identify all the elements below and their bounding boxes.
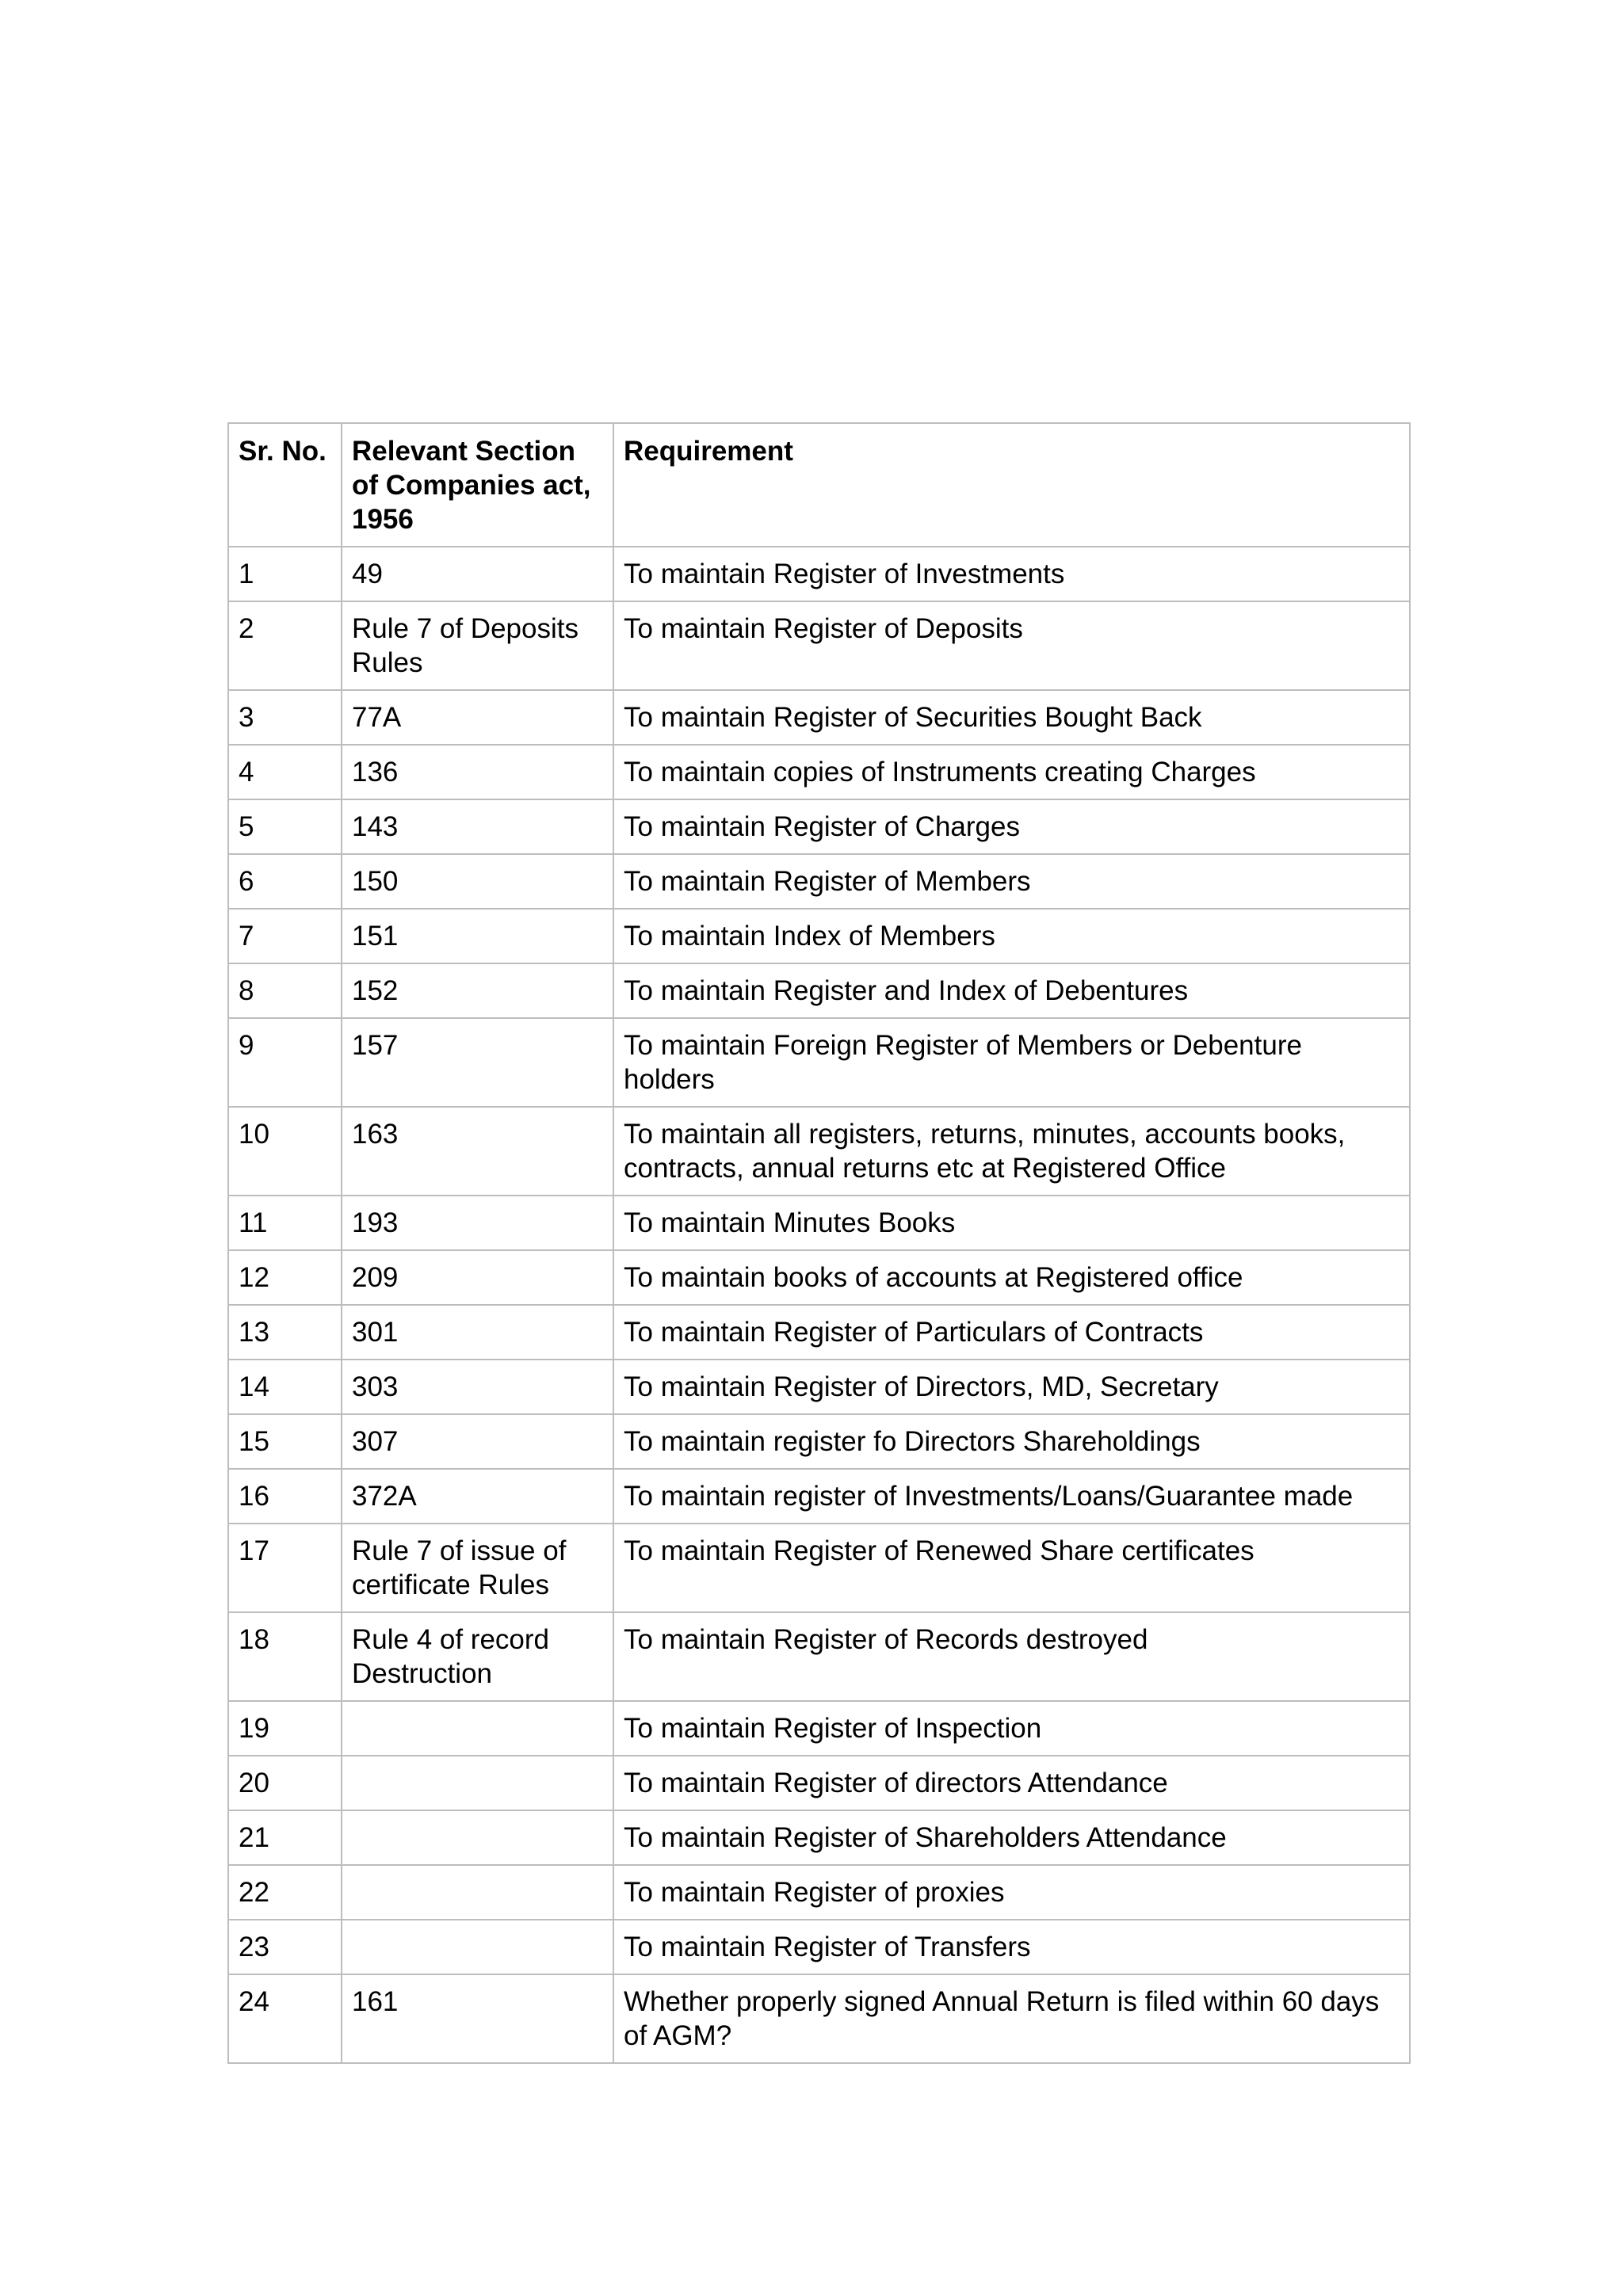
cell-sr-no: 11 — [228, 1196, 342, 1250]
cell-sr-no: 12 — [228, 1250, 342, 1305]
table-row — [228, 1612, 1410, 1701]
cell-relevant-section: 161 — [342, 1974, 613, 2063]
cell-relevant-section: 49 — [342, 547, 613, 601]
cell-requirement: To maintain Register of Particulars of Contracts — [613, 1305, 1410, 1360]
cell-relevant-section: Rule 7 of Deposits Rules — [342, 601, 613, 690]
cell-relevant-section: 151 — [342, 909, 613, 963]
table-row — [228, 1810, 1410, 1865]
table-row — [228, 1974, 1410, 2063]
cell-relevant-section: 143 — [342, 799, 613, 854]
cell-requirement: To maintain Register of Shareholders Attendance — [613, 1810, 1410, 1865]
cell-requirement: To maintain Foreign Register of Members or Debenture holders — [613, 1018, 1410, 1107]
cell-sr-no: 9 — [228, 1018, 342, 1107]
cell-requirement: To maintain register of Investments/Loans/Guarantee made — [613, 1469, 1410, 1524]
statutory-registers-table — [227, 422, 1411, 2064]
cell-requirement: To maintain Register of Records destroyed — [613, 1612, 1410, 1701]
cell-sr-no: 15 — [228, 1414, 342, 1469]
cell-relevant-section: 150 — [342, 854, 613, 909]
cell-requirement: To maintain Register of Charges — [613, 799, 1410, 854]
cell-relevant-section: 372A — [342, 1469, 613, 1524]
table-row — [228, 1196, 1410, 1250]
table-row — [228, 1920, 1410, 1974]
table-row — [228, 1865, 1410, 1920]
table-row — [228, 1018, 1410, 1107]
table-row — [228, 1360, 1410, 1414]
cell-relevant-section — [342, 1920, 613, 1974]
cell-sr-no: 22 — [228, 1865, 342, 1920]
cell-relevant-section: 152 — [342, 963, 613, 1018]
cell-relevant-section — [342, 1756, 613, 1810]
cell-relevant-section: 163 — [342, 1107, 613, 1196]
cell-relevant-section: 301 — [342, 1305, 613, 1360]
cell-requirement: To maintain books of accounts at Registered office — [613, 1250, 1410, 1305]
cell-sr-no: 2 — [228, 601, 342, 690]
cell-sr-no: 13 — [228, 1305, 342, 1360]
cell-relevant-section — [342, 1865, 613, 1920]
table-row — [228, 601, 1410, 690]
cell-sr-no: 7 — [228, 909, 342, 963]
header-sr-no: Sr. No. — [228, 423, 342, 547]
table-row — [228, 1414, 1410, 1469]
cell-requirement: To maintain register fo Directors Shareholdings — [613, 1414, 1410, 1469]
cell-requirement: To maintain Register of proxies — [613, 1865, 1410, 1920]
cell-requirement: To maintain Register of Inspection — [613, 1701, 1410, 1756]
table-row — [228, 909, 1410, 963]
cell-requirement: Whether properly signed Annual Return is filed within 60 days of AGM? — [613, 1974, 1410, 2063]
table-row — [228, 1469, 1410, 1524]
cell-sr-no: 5 — [228, 799, 342, 854]
table-row — [228, 1701, 1410, 1756]
cell-requirement: To maintain all registers, returns, minutes, accounts books, contracts, annual returns etc at Registered Office — [613, 1107, 1410, 1196]
cell-relevant-section: Rule 4 of record Destruction — [342, 1612, 613, 1701]
table-row — [228, 1107, 1410, 1196]
table-header-row — [228, 423, 1410, 547]
cell-requirement: To maintain Register and Index of Debentures — [613, 963, 1410, 1018]
cell-sr-no: 8 — [228, 963, 342, 1018]
cell-sr-no: 23 — [228, 1920, 342, 1974]
cell-requirement: To maintain Register of Transfers — [613, 1920, 1410, 1974]
table-row — [228, 1756, 1410, 1810]
table-row — [228, 963, 1410, 1018]
table-row — [228, 1305, 1410, 1360]
cell-relevant-section: 193 — [342, 1196, 613, 1250]
cell-requirement: To maintain Register of Members — [613, 854, 1410, 909]
cell-sr-no: 17 — [228, 1524, 342, 1612]
cell-requirement: To maintain copies of Instruments creating Charges — [613, 745, 1410, 799]
header-requirement: Requirement — [613, 423, 1410, 547]
cell-relevant-section: 307 — [342, 1414, 613, 1469]
cell-sr-no: 21 — [228, 1810, 342, 1865]
cell-sr-no: 18 — [228, 1612, 342, 1701]
cell-sr-no: 20 — [228, 1756, 342, 1810]
table-row — [228, 745, 1410, 799]
cell-requirement: To maintain Register of Renewed Share certificates — [613, 1524, 1410, 1612]
table-row — [228, 547, 1410, 601]
cell-relevant-section — [342, 1701, 613, 1756]
cell-requirement: To maintain Register of Deposits — [613, 601, 1410, 690]
cell-sr-no: 1 — [228, 547, 342, 601]
cell-requirement: To maintain Index of Members — [613, 909, 1410, 963]
cell-sr-no: 24 — [228, 1974, 342, 2063]
table-row — [228, 1250, 1410, 1305]
cell-sr-no: 4 — [228, 745, 342, 799]
cell-relevant-section: Rule 7 of issue of certificate Rules — [342, 1524, 613, 1612]
cell-sr-no: 19 — [228, 1701, 342, 1756]
cell-relevant-section — [342, 1810, 613, 1865]
table-row — [228, 799, 1410, 854]
cell-relevant-section: 136 — [342, 745, 613, 799]
cell-requirement: To maintain Register of Securities Bought Back — [613, 690, 1410, 745]
cell-sr-no: 6 — [228, 854, 342, 909]
cell-requirement: To maintain Register of Directors, MD, Secretary — [613, 1360, 1410, 1414]
cell-relevant-section: 209 — [342, 1250, 613, 1305]
cell-relevant-section: 303 — [342, 1360, 613, 1414]
cell-requirement: To maintain Minutes Books — [613, 1196, 1410, 1250]
table-body — [228, 547, 1410, 2063]
cell-sr-no: 16 — [228, 1469, 342, 1524]
table-row — [228, 854, 1410, 909]
table-row — [228, 1524, 1410, 1612]
cell-requirement: To maintain Register of Investments — [613, 547, 1410, 601]
table-row — [228, 690, 1410, 745]
cell-requirement: To maintain Register of directors Attendance — [613, 1756, 1410, 1810]
cell-relevant-section: 157 — [342, 1018, 613, 1107]
header-relevant-section: Relevant Section of Companies act, 1956 — [342, 423, 613, 547]
cell-sr-no: 14 — [228, 1360, 342, 1414]
cell-sr-no: 3 — [228, 690, 342, 745]
cell-relevant-section: 77A — [342, 690, 613, 745]
cell-sr-no: 10 — [228, 1107, 342, 1196]
